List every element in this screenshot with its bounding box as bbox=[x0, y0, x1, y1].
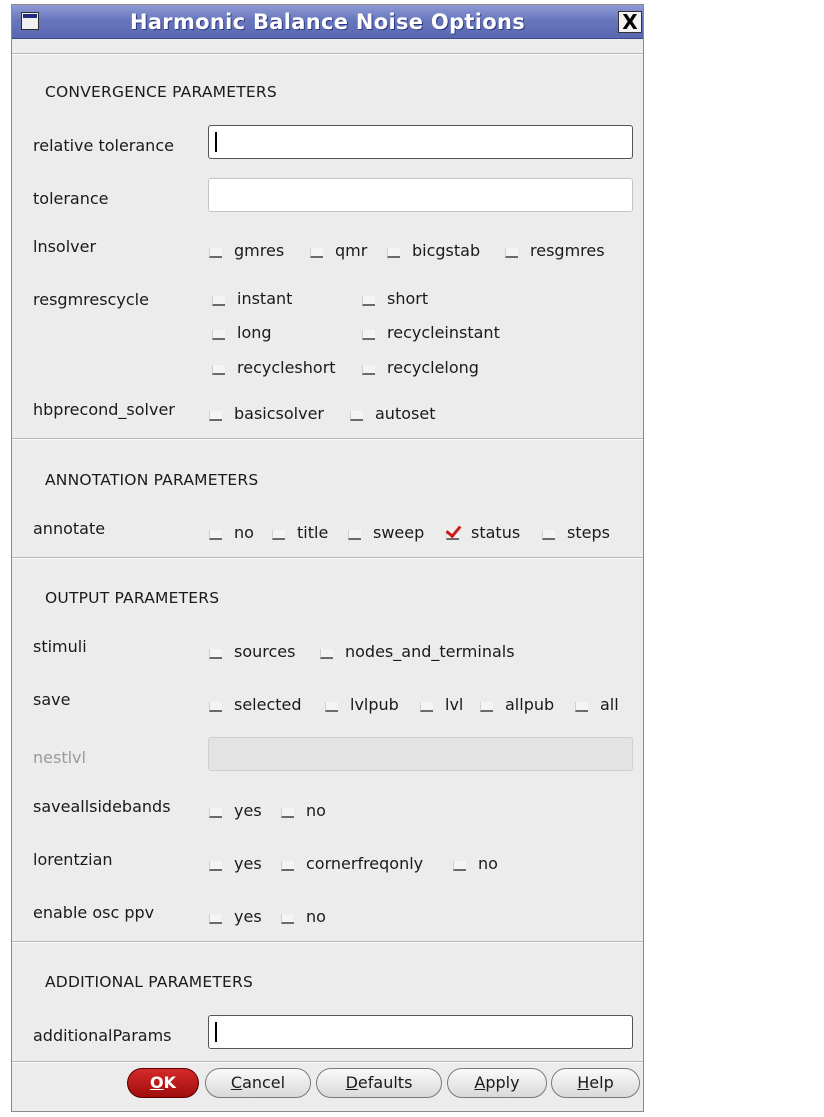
annotate-no-checkbox[interactable]: no bbox=[209, 523, 254, 542]
checkbox-box bbox=[387, 248, 400, 258]
additional-params-input[interactable] bbox=[208, 1015, 633, 1049]
resgmrescycle-long-checkbox[interactable]: long bbox=[212, 323, 272, 342]
saveallsidebands-no-checkbox[interactable]: no bbox=[281, 801, 326, 820]
checkbox-box bbox=[542, 530, 555, 540]
window-title: Harmonic Balance Noise Options bbox=[129, 10, 526, 34]
text-caret bbox=[215, 1022, 217, 1042]
reltol-input[interactable] bbox=[208, 125, 633, 159]
enable-osc-ppv-yes-checkbox[interactable]: yes bbox=[209, 907, 262, 926]
checkbox-box bbox=[209, 649, 222, 659]
nestlvl-label: nestlvl bbox=[33, 748, 86, 767]
annotate-title-checkbox[interactable]: title bbox=[272, 523, 328, 542]
divider bbox=[12, 941, 643, 943]
checkbox-box bbox=[325, 702, 338, 712]
lnsolver-qmr-checkbox[interactable]: qmr bbox=[310, 241, 367, 260]
tolerance-input[interactable] bbox=[208, 178, 633, 212]
annotate-label: annotate bbox=[33, 519, 106, 538]
save-lvlpub-checkbox[interactable]: lvlpub bbox=[325, 695, 399, 714]
resgmrescycle-short-checkbox[interactable]: short bbox=[362, 289, 428, 308]
divider bbox=[12, 53, 643, 55]
nestlvl-input bbox=[208, 737, 633, 771]
checkbox-box bbox=[281, 808, 294, 818]
reltol-label: relative tolerance bbox=[33, 136, 174, 155]
checkbox-box bbox=[348, 530, 361, 540]
save-all-checkbox[interactable]: all bbox=[575, 695, 619, 714]
checkbox-box bbox=[362, 330, 375, 340]
tolerance-label: tolerance bbox=[33, 189, 109, 208]
resgmrescycle-instant-checkbox[interactable]: instant bbox=[212, 289, 292, 308]
lnsolver-label: lnsolver bbox=[33, 237, 97, 256]
hbprecond-label: hbprecond_solver bbox=[33, 400, 175, 419]
lorentzian-no-checkbox[interactable]: no bbox=[453, 854, 498, 873]
divider bbox=[12, 438, 643, 440]
section-output-title: OUTPUT PARAMETERS bbox=[45, 589, 220, 607]
resgmrescycle-recycleshort-checkbox[interactable]: recycleshort bbox=[212, 358, 336, 377]
save-label: save bbox=[33, 690, 71, 709]
checkbox-box bbox=[362, 296, 375, 306]
section-convergence-title: CONVERGENCE PARAMETERS bbox=[45, 83, 277, 101]
lorentzian-label: lorentzian bbox=[33, 850, 113, 869]
checkbox-box bbox=[505, 248, 518, 258]
save-selected-checkbox[interactable]: selected bbox=[209, 695, 302, 714]
enable-osc-ppv-no-checkbox[interactable]: no bbox=[281, 907, 326, 926]
help-button[interactable]: Help bbox=[551, 1068, 640, 1098]
enable-osc-ppv-label: enable osc ppv bbox=[33, 903, 155, 922]
checkbox-box bbox=[209, 914, 222, 924]
checkbox-box bbox=[320, 649, 333, 659]
defaults-button[interactable]: Defaults bbox=[316, 1068, 442, 1098]
hbprecond-basicsolver-checkbox[interactable]: basicsolver bbox=[209, 404, 324, 423]
options-dialog bbox=[11, 4, 644, 1112]
annotate-sweep-checkbox[interactable]: sweep bbox=[348, 523, 424, 542]
checkbox-box bbox=[281, 914, 294, 924]
checkbox-box bbox=[281, 861, 294, 871]
checkbox-box bbox=[209, 861, 222, 871]
stimuli-sources-checkbox[interactable]: sources bbox=[209, 642, 295, 661]
cancel-button[interactable]: Cancel bbox=[205, 1068, 311, 1098]
checkbox-box bbox=[209, 702, 222, 712]
checkbox-box bbox=[212, 296, 225, 306]
checkbox-box bbox=[453, 861, 466, 871]
ok-button[interactable]: OK bbox=[127, 1068, 199, 1098]
resgmrescycle-recycleinstant-checkbox[interactable]: recycleinstant bbox=[362, 323, 500, 342]
additional-params-label: additionalParams bbox=[33, 1026, 172, 1045]
divider bbox=[12, 557, 643, 559]
checkbox-box bbox=[575, 702, 588, 712]
checkbox-box bbox=[212, 330, 225, 340]
stimuli-label: stimuli bbox=[33, 637, 87, 656]
annotate-steps-checkbox[interactable]: steps bbox=[542, 523, 610, 542]
saveallsidebands-label: saveallsidebands bbox=[33, 797, 171, 816]
divider bbox=[12, 1061, 643, 1063]
checkbox-box bbox=[272, 530, 285, 540]
annotate-status-checkbox[interactable]: status bbox=[446, 523, 520, 542]
apply-button[interactable]: Apply bbox=[447, 1068, 547, 1098]
checkbox-box bbox=[209, 248, 222, 258]
checkbox-box bbox=[420, 702, 433, 712]
text-caret bbox=[215, 132, 217, 152]
section-additional-title: ADDITIONAL PARAMETERS bbox=[45, 973, 253, 991]
section-annotation-title: ANNOTATION PARAMETERS bbox=[45, 471, 259, 489]
saveallsidebands-yes-checkbox[interactable]: yes bbox=[209, 801, 262, 820]
checkbox-box bbox=[310, 248, 323, 258]
resgmrescycle-recyclelong-checkbox[interactable]: recyclelong bbox=[362, 358, 479, 377]
save-lvl-checkbox[interactable]: lvl bbox=[420, 695, 463, 714]
checkbox-box bbox=[209, 411, 222, 421]
checkbox-box bbox=[209, 530, 222, 540]
checkmark-icon bbox=[446, 530, 459, 540]
resgmrescycle-label: resgmrescycle bbox=[33, 290, 149, 309]
checkbox-box bbox=[362, 365, 375, 375]
lorentzian-yes-checkbox[interactable]: yes bbox=[209, 854, 262, 873]
lnsolver-bicgstab-checkbox[interactable]: bicgstab bbox=[387, 241, 480, 260]
lnsolver-gmres-checkbox[interactable]: gmres bbox=[209, 241, 284, 260]
close-button[interactable]: X bbox=[618, 11, 642, 33]
title-bar[interactable] bbox=[12, 5, 643, 39]
lnsolver-resgmres-checkbox[interactable]: resgmres bbox=[505, 241, 605, 260]
lorentzian-cornerfreqonly-checkbox[interactable]: cornerfreqonly bbox=[281, 854, 423, 873]
checkbox-box bbox=[212, 365, 225, 375]
stimuli-nodes-and-terminals-checkbox[interactable]: nodes_and_terminals bbox=[320, 642, 515, 661]
checkbox-box bbox=[480, 702, 493, 712]
checkbox-box bbox=[350, 411, 363, 421]
save-allpub-checkbox[interactable]: allpub bbox=[480, 695, 554, 714]
hbprecond-autoset-checkbox[interactable]: autoset bbox=[350, 404, 435, 423]
checkbox-box bbox=[209, 808, 222, 818]
